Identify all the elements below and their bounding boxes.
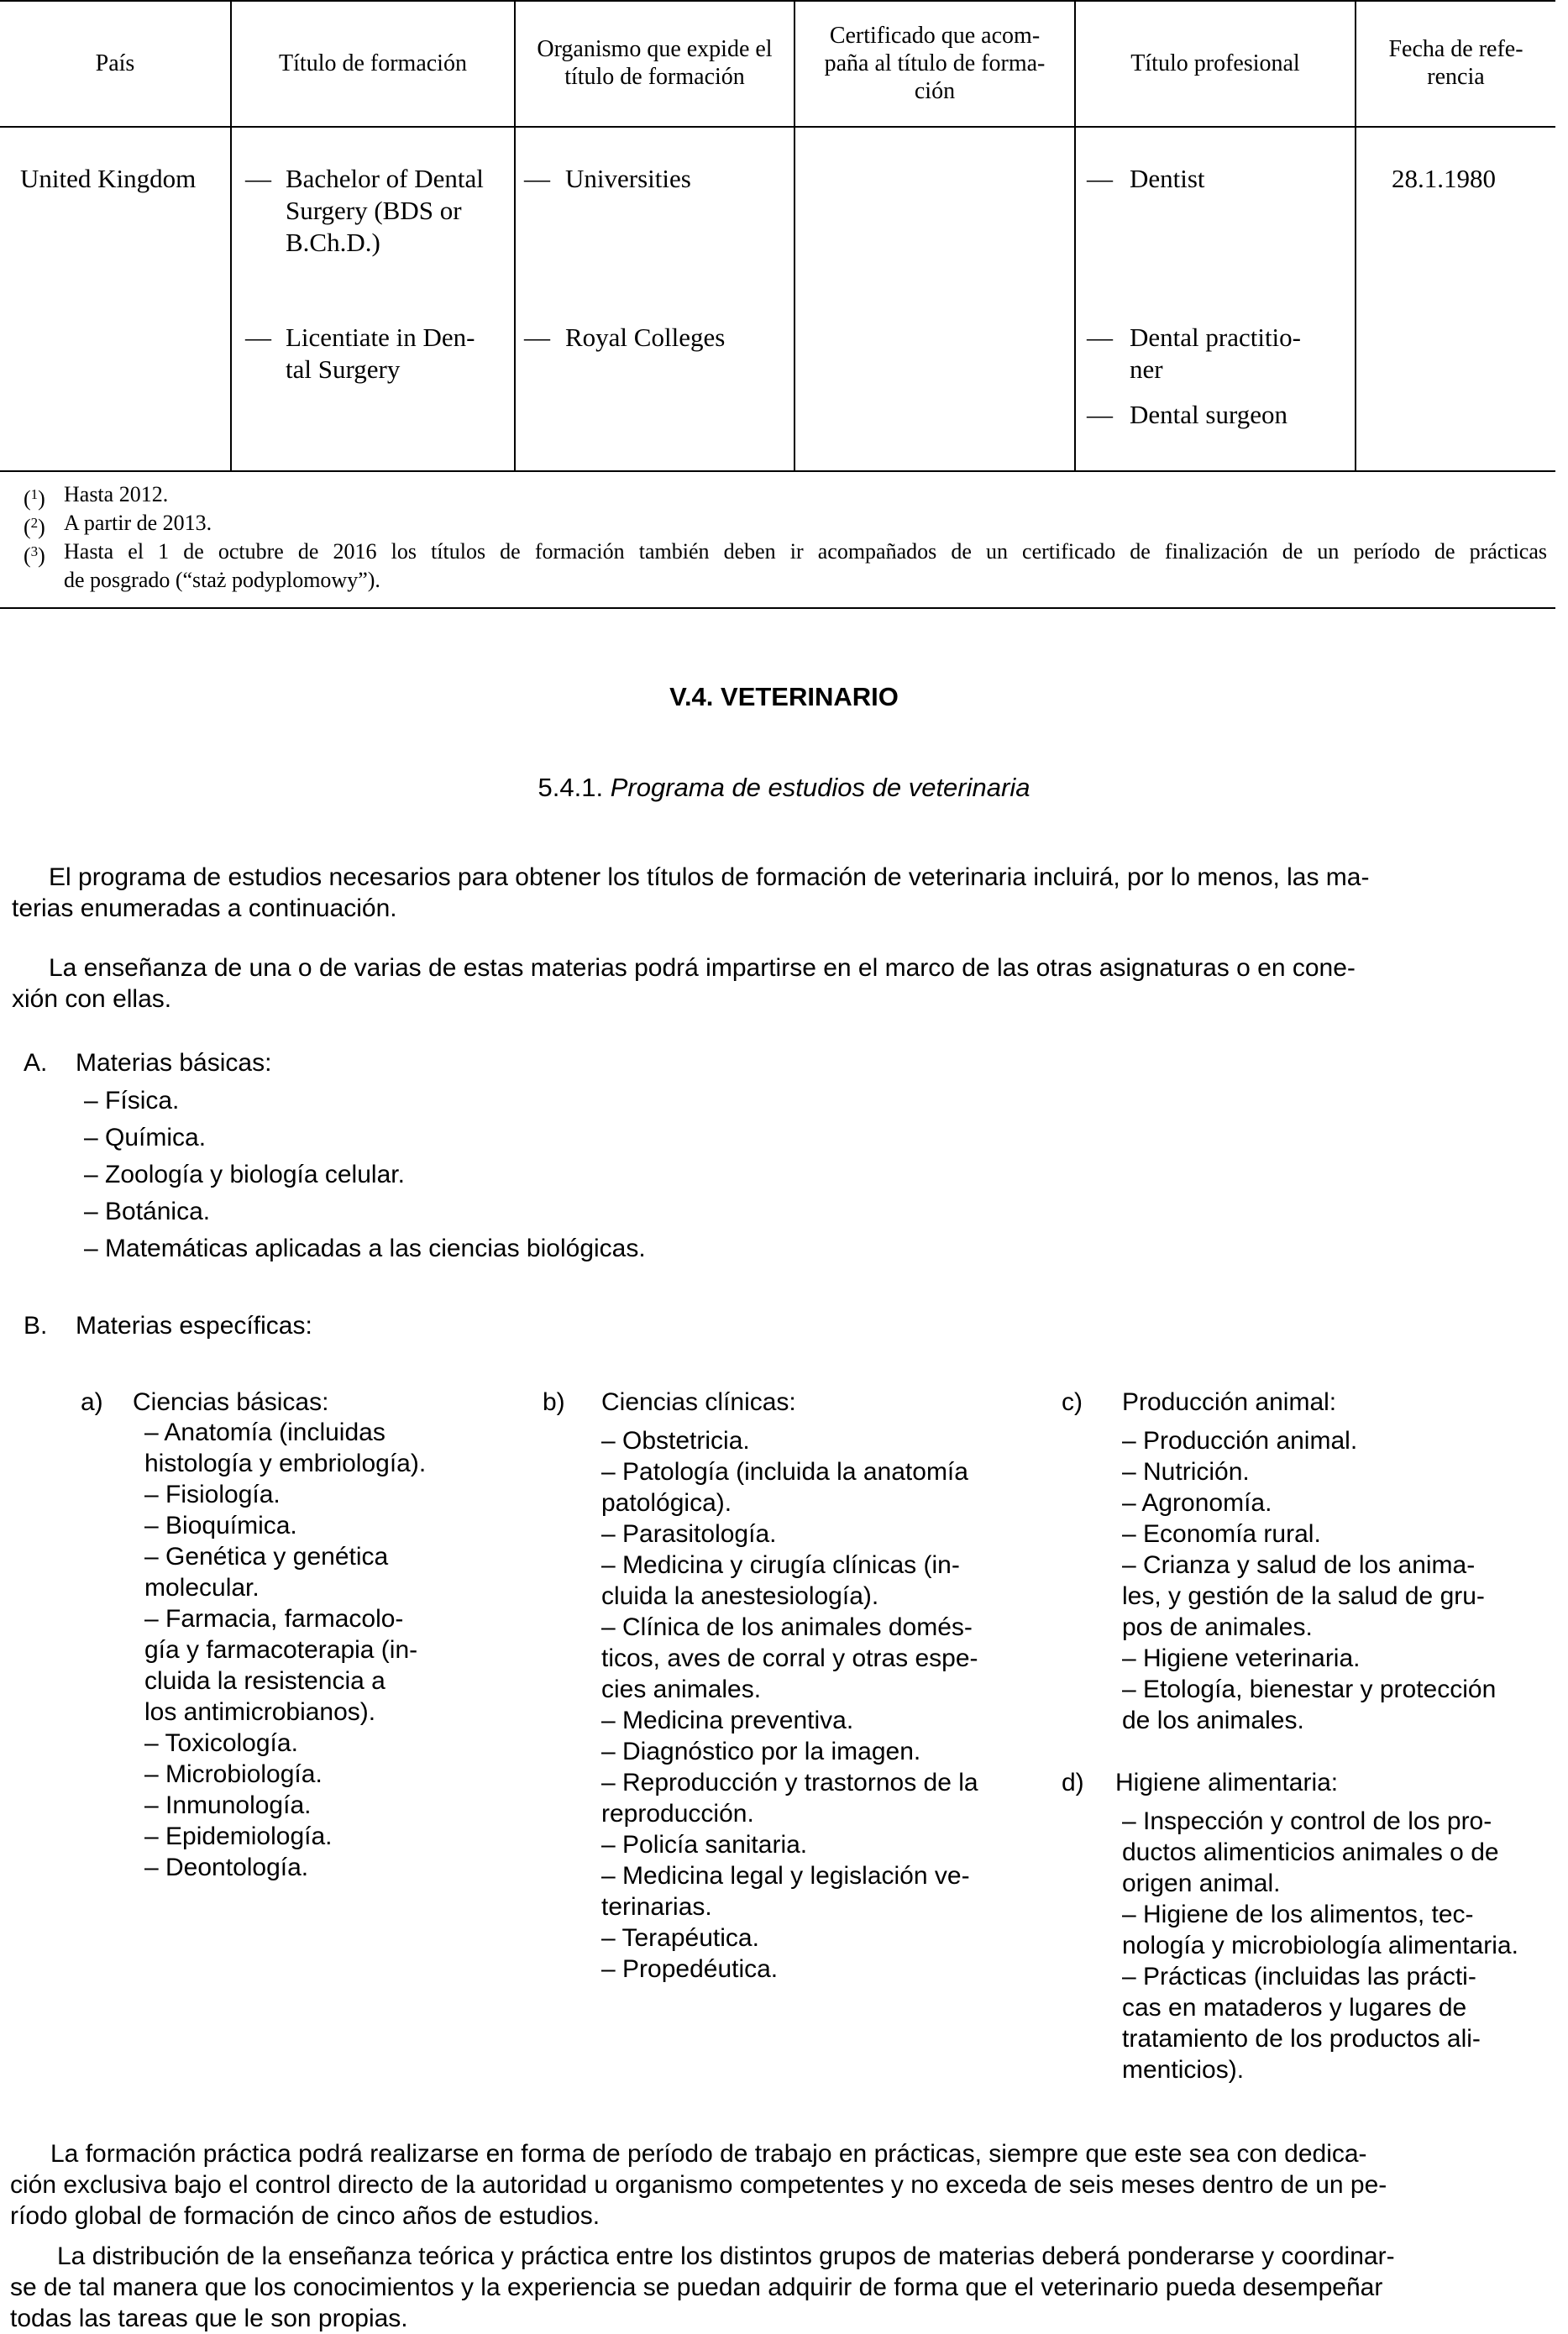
subject-line: histología y embriología). <box>144 1450 427 1477</box>
footnotes-bottom-rule <box>0 607 1555 609</box>
subject-line: ductos alimenticios animales o de <box>1122 1838 1499 1866</box>
footnote-1: ($^1$) <box>24 486 45 511</box>
subject-line: – Higiene veterinaria. <box>1122 1644 1361 1672</box>
subject-line: – Inspección y control de los pro- <box>1122 1807 1492 1835</box>
subject-line: – Propedéutica. <box>601 1955 779 1983</box>
header-professional-title: Título profesional <box>1130 50 1300 76</box>
footnote-2-text: A partir de 2013. <box>64 511 212 535</box>
dash: — <box>524 164 550 193</box>
subject-line: – Agronomía. <box>1122 1489 1272 1517</box>
subject-line: – Deontología. <box>144 1854 309 1881</box>
cell-professional-surgeon: Dental surgeon <box>1130 400 1287 429</box>
dash: — <box>1087 164 1113 193</box>
subject-line: – Obstetricia. <box>601 1427 750 1455</box>
table-header-rule <box>0 126 1555 128</box>
subject-line: – Medicina y cirugía clínicas (in- <box>601 1551 960 1579</box>
group-b-letter: B. <box>24 1312 48 1340</box>
header-reference-date: Fecha de refe- rencia <box>1388 36 1523 90</box>
header-certificate: Certificado que acom- paña al título de forma- ción <box>824 22 1046 104</box>
section-subtitle: 5.4.1. Programa de estudios de veterinaria <box>538 773 1030 802</box>
subject-line: – Prácticas (incluidas las prácti- <box>1122 1963 1476 1990</box>
col-a-letter: a) <box>81 1388 103 1416</box>
subject-line: – Higiene de los alimentos, tec- <box>1122 1901 1474 1928</box>
subject-line: – Nutrición. <box>1122 1458 1250 1486</box>
subject-line: menticios). <box>1122 2056 1245 2084</box>
subject-line: – Microbiología. <box>144 1760 323 1788</box>
subject-line: cluida la anestesiología). <box>601 1582 879 1610</box>
cell-body-universities: Universities <box>565 164 691 193</box>
subject-line: los antimicrobianos). <box>144 1698 376 1726</box>
subject-line: ticos, aves de corral y otras espe- <box>601 1644 978 1672</box>
subject-line: molecular. <box>144 1574 260 1602</box>
header-training-title: Título de formación <box>279 50 467 76</box>
dash: — <box>245 323 271 352</box>
col-a-title: Ciencias básicas: <box>133 1388 329 1416</box>
footnote-3-text-cont: de posgrado (“staż podyplomowy”). <box>64 568 380 592</box>
table-bottom-rule <box>0 470 1555 472</box>
col-b-list <box>601 1425 978 1985</box>
footnote-3: ($^3$) <box>24 543 45 568</box>
cell-professional-practitioner: Dental practitio- ner <box>1130 323 1301 384</box>
dash: — <box>1087 400 1113 429</box>
section-title: V.4. VETERINARIO <box>669 682 899 711</box>
subject-line: – Diagnóstico por la imagen. <box>601 1738 921 1765</box>
subject-line: – Toxicología. <box>144 1729 298 1757</box>
subject-line: pos de animales. <box>1122 1613 1313 1641</box>
subject-line: – Genética y genética <box>144 1543 389 1571</box>
subject-line: de los animales. <box>1122 1707 1304 1734</box>
col-d-title: Higiene alimentaria: <box>1115 1769 1339 1796</box>
col-d-letter: d) <box>1062 1769 1084 1796</box>
group-a-item: – Zoología y biología celular. <box>84 1161 405 1188</box>
subject-line: – Policía sanitaria. <box>601 1831 808 1859</box>
subject-line: reproducción. <box>601 1800 754 1828</box>
subject-line: – Patología (incluida la anatomía <box>601 1458 968 1486</box>
subject-line: – Medicina legal y legislación ve- <box>601 1862 970 1890</box>
group-a-letter: A. <box>24 1049 48 1077</box>
header-country: País <box>95 50 135 76</box>
closing-paragraph-2: La distribución de la enseñanza teórica y práctica entre los distintos grupos de materias deberá ponderarse y coordinar- se de tal manera que los conocimientos y la experiencia se puedan adquirir de forma que el veterinario pueda desempeñar todas las tareas que le son propias. <box>10 2242 1395 2332</box>
intro-paragraph-2: La enseñanza de una o de varias de estas materias podrá impartirse en el marco de las otras asignaturas o en cone- xión con ellas. <box>12 954 1356 1013</box>
dash: — <box>1087 323 1113 352</box>
subject-line: gía y farmacoterapia (in- <box>144 1636 418 1664</box>
subject-line: origen animal. <box>1122 1870 1281 1897</box>
subject-line: – Bioquímica. <box>144 1512 297 1539</box>
subject-line: cas en mataderos y lugares de <box>1122 1994 1467 2022</box>
footnote-3-text: Hasta el 1 de octubre de 2016 los títulos de formación también deben ir acompañados de un certificado de finalización de un período de prácticas <box>64 539 1547 564</box>
subject-line: – Economía rural. <box>1122 1520 1321 1548</box>
col-b-title: Ciencias clínicas: <box>601 1388 796 1416</box>
subject-line: – Medicina preventiva. <box>601 1707 854 1734</box>
col-c-list <box>1122 1425 1496 1736</box>
dash: — <box>245 164 271 193</box>
subject-line: – Fisiología. <box>144 1481 281 1508</box>
header-awarding-body: Organismo que expide el título de formación <box>537 36 773 90</box>
subject-line: – Epidemiología. <box>144 1823 333 1850</box>
closing-paragraph-1: La formación práctica podrá realizarse en forma de período de trabajo en prácticas, siempre que este sea con dedica- ción exclusiva bajo el control directo de la autoridad u organismo competentes y no exceda de seis meses dentro de un pe- ríodo global de formación de cinco años de estudios. <box>10 2140 1387 2230</box>
col-a-list <box>144 1417 426 1883</box>
cell-body-royal-colleges: Royal Colleges <box>565 323 726 352</box>
cell-title-licentiate: Licentiate in Den- tal Surgery <box>286 323 475 384</box>
intro-paragraph-1: El programa de estudios necesarios para obtener los títulos de formación de veterinaria incluirá, por lo menos, las ma- terias enumeradas a continuación. <box>12 863 1370 922</box>
subject-line: – Terapéutica. <box>601 1924 759 1952</box>
footnote-2: ($^2$) <box>24 515 45 539</box>
col-c-letter: c) <box>1062 1388 1083 1416</box>
subject-line: – Farmacia, farmacolo- <box>144 1605 404 1633</box>
group-b-title: Materias específicas: <box>76 1312 312 1340</box>
dash: — <box>524 323 550 352</box>
cell-title-bds: Bachelor of Dental Surgery (BDS or B.Ch.D.) <box>286 164 484 257</box>
col-c-title: Producción animal: <box>1122 1388 1337 1416</box>
group-a-item: – Matemáticas aplicadas a las ciencias biológicas. <box>84 1235 646 1262</box>
cell-professional-dentist: Dentist <box>1130 164 1205 193</box>
col-b-letter: b) <box>543 1388 565 1416</box>
subject-line: – Inmunología. <box>144 1791 312 1819</box>
subject-line: cluida la resistencia a <box>144 1667 385 1695</box>
cell-country: United Kingdom <box>20 164 197 193</box>
subject-line: les, y gestión de la salud de gru- <box>1122 1582 1485 1610</box>
footnote-1-text: Hasta 2012. <box>64 482 169 506</box>
subject-line: – Clínica de los animales domés- <box>601 1613 973 1641</box>
group-a-item: – Física. <box>84 1087 180 1115</box>
subject-line: – Reproducción y trastornos de la <box>601 1769 978 1796</box>
col-d-list <box>1122 1806 1518 2085</box>
subject-line: – Crianza y salud de los anima- <box>1122 1551 1476 1579</box>
subject-line: tratamiento de los productos ali- <box>1122 2025 1481 2053</box>
subject-line: – Etología, bienestar y protección <box>1122 1676 1497 1703</box>
subject-line: cies animales. <box>601 1676 762 1703</box>
subject-line: patológica). <box>601 1489 732 1517</box>
group-a-item: – Química. <box>84 1124 207 1151</box>
group-a-item: – Botánica. <box>84 1198 211 1225</box>
cell-reference-date: 28.1.1980 <box>1392 164 1496 193</box>
subject-line: terinarias. <box>601 1893 712 1921</box>
group-a-title: Materias básicas: <box>76 1049 272 1077</box>
subject-line: – Parasitología. <box>601 1520 777 1548</box>
subject-line: nología y microbiología alimentaria. <box>1122 1932 1518 1959</box>
subject-line: – Producción animal. <box>1122 1427 1358 1455</box>
subject-line: – Anatomía (incluidas <box>144 1419 385 1446</box>
